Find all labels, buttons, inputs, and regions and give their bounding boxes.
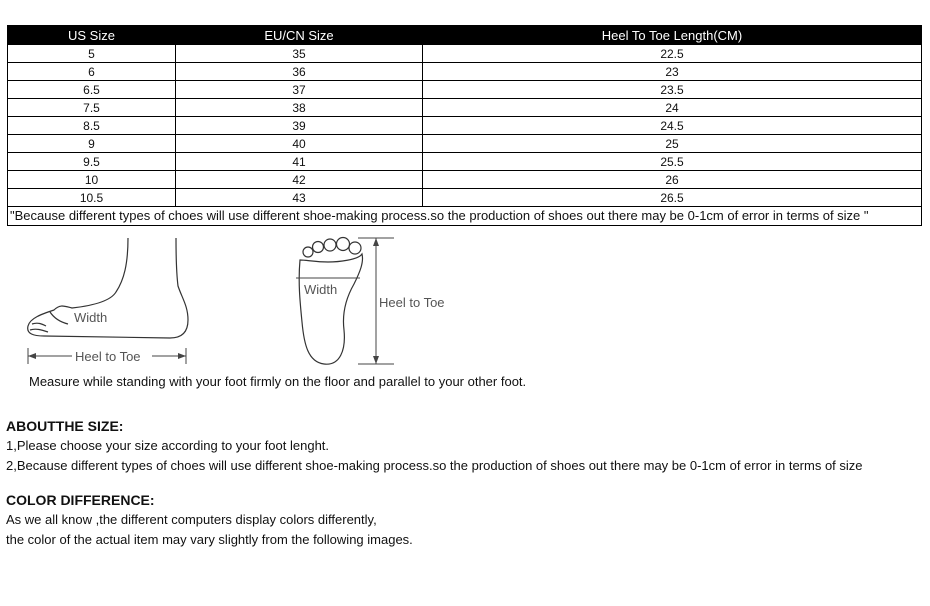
top-width-label: Width (304, 282, 338, 297)
table-row (8, 81, 922, 99)
side-length-label: Heel to Toe (75, 349, 141, 364)
color-difference-section (6, 490, 413, 550)
eu-cn-size-cell: 41 (176, 153, 423, 171)
color-difference-line-1: As we all know ,the different computers display colors differently, (6, 512, 377, 527)
table-row (8, 63, 922, 81)
color-difference-heading: COLOR DIFFERENCE: (6, 492, 155, 508)
side-foot-outline (28, 238, 188, 338)
table-row (8, 189, 922, 207)
color-difference-line-2: the color of the actual item may vary slightly from the following images. (6, 532, 413, 547)
eu-cn-size-cell: 39 (176, 117, 423, 135)
table-note-row (8, 207, 922, 226)
us-size-cell: 6.5 (8, 81, 176, 99)
header-us-size: US Size (8, 26, 176, 45)
size-chart-table (7, 25, 922, 226)
us-size-cell: 6 (8, 63, 176, 81)
us-size-cell: 10 (8, 171, 176, 189)
header-heel-to-toe: Heel To Toe Length(CM) (423, 26, 922, 45)
heel-to-toe-cell: 26.5 (423, 189, 922, 207)
eu-cn-size-cell: 40 (176, 135, 423, 153)
header-eu-cn-size: EU/CN Size (176, 26, 423, 45)
top-length-label: Heel to Toe (379, 295, 445, 310)
eu-cn-size-cell: 43 (176, 189, 423, 207)
eu-cn-size-cell: 42 (176, 171, 423, 189)
table-row (8, 99, 922, 117)
table-row (8, 171, 922, 189)
side-width-label: Width (74, 310, 108, 325)
heel-to-toe-cell: 22.5 (423, 45, 922, 63)
heel-to-toe-cell: 23 (423, 63, 922, 81)
us-size-cell: 9 (8, 135, 176, 153)
eu-cn-size-cell: 35 (176, 45, 423, 63)
table-row (8, 117, 922, 135)
side-toe-lines (30, 312, 68, 332)
top-foot-outline (299, 254, 362, 364)
about-size-line-2: 2,Because different types of choes will use different shoe-making process.so the production of shoes out there may be 0-1cm of error in terms of size (6, 458, 863, 473)
heel-to-toe-cell: 23.5 (423, 81, 922, 99)
about-size-section (6, 416, 863, 476)
us-size-cell: 10.5 (8, 189, 176, 207)
measure-instruction: Measure while standing with your foot firmly on the floor and parallel to your other foot. (29, 374, 527, 389)
us-size-cell: 7.5 (8, 99, 176, 117)
heel-to-toe-cell: 26 (423, 171, 922, 189)
size-table-body (8, 45, 922, 207)
eu-cn-size-cell: 37 (176, 81, 423, 99)
about-size-heading: ABOUTTHE SIZE: (6, 418, 124, 434)
heel-to-toe-cell: 24 (423, 99, 922, 117)
table-header-row (8, 26, 922, 45)
about-size-line-1: 1,Please choose your size according to your foot lenght. (6, 438, 330, 453)
table-row (8, 45, 922, 63)
size-error-note: "Because different types of choes will use different shoe-making process.so the production of shoes out there may be 0-1cm of error in terms of size " (8, 207, 922, 226)
table-row (8, 153, 922, 171)
eu-cn-size-cell: 36 (176, 63, 423, 81)
heel-to-toe-cell: 24.5 (423, 117, 922, 135)
side-foot-diagram (20, 236, 200, 370)
heel-to-toe-cell: 25.5 (423, 153, 922, 171)
us-size-cell: 8.5 (8, 117, 176, 135)
heel-to-toe-cell: 25 (423, 135, 922, 153)
top-foot-diagram (288, 232, 468, 370)
us-size-cell: 9.5 (8, 153, 176, 171)
us-size-cell: 5 (8, 45, 176, 63)
eu-cn-size-cell: 38 (176, 99, 423, 117)
table-row (8, 135, 922, 153)
